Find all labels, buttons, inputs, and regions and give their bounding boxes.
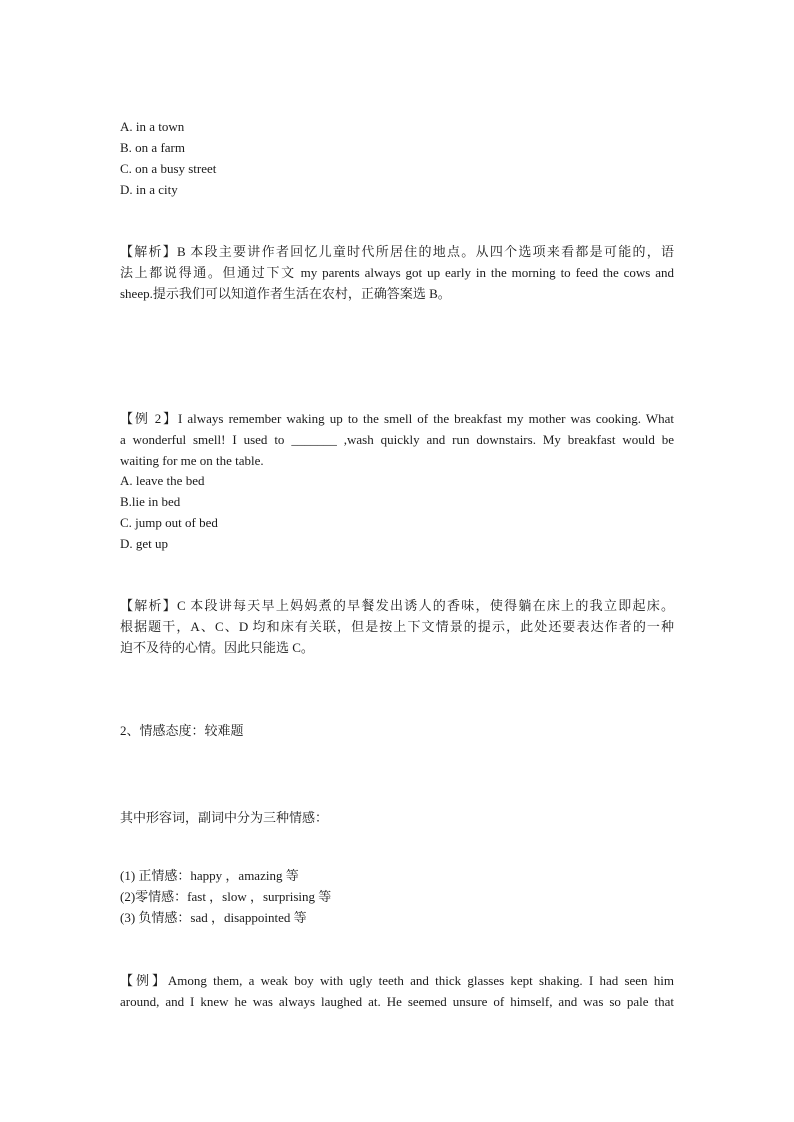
- q2-stem-line: waiting for me on the table.: [120, 453, 264, 468]
- q2-analysis-line: 根据题干，A、C、D 均和床有关联，但是按上下文情景的提示，此处还要表达作者的一种: [120, 619, 674, 634]
- q2-stem-line: a wonderful smell! I used to _______ ,wash quickly and run downstairs. My breakfast would be: [120, 432, 674, 447]
- q2-option-d: D. get up: [120, 536, 169, 551]
- q2-analysis-line: 【解析】C 本段讲每天早上妈妈煮的早餐发出诱人的香味，使得躺在床上的我立即起床。: [120, 598, 674, 613]
- q2-option-b: B.lie in bed: [120, 494, 181, 509]
- q1-analysis-line: sheep.提示我们可以知道作者生活在农村，正确答案选 B。: [120, 286, 451, 301]
- q2-stem-line: 【例 2】I always remember waking up to the smell of the breakfast my mother was cooking. What: [120, 411, 674, 426]
- emotion-item-neutral: (2)零情感：fast ，slow ，surprising 等: [120, 889, 332, 904]
- section-heading: 2、情感态度：较难题: [120, 723, 244, 738]
- q2-option-c: C. jump out of bed: [120, 515, 218, 530]
- q1-analysis-line: 【解析】B 本段主要讲作者回忆儿童时代所居住的地点。从四个选项来看都是可能的，语: [120, 244, 674, 259]
- q1-option-c: C. on a busy street: [120, 161, 217, 176]
- emotion-item-positive: (1) 正情感：happy ，amazing 等: [120, 868, 299, 883]
- q3-stem-line: 【例】Among them, a weak boy with ugly teeth and thick glasses kept shaking. I had seen him: [120, 973, 674, 988]
- q2-option-a: A. leave the bed: [120, 473, 205, 488]
- q1-option-b: B. on a farm: [120, 140, 185, 155]
- emotion-item-negative: (3) 负情感：sad ，disappointed 等: [120, 910, 307, 925]
- q3-stem-line: around, and I knew he was always laughed at. He seemed unsure of himself, and was so pale that: [120, 994, 674, 1009]
- q1-option-a: A. in a town: [120, 119, 185, 134]
- section-intro: 其中形容词，副词中分为三种情感：: [120, 810, 329, 825]
- q1-option-d: D. in a city: [120, 182, 178, 197]
- q1-analysis-line: 法上都说得通。但通过下文 my parents always got up early in the morning to feed the cows and: [120, 265, 674, 280]
- q2-analysis-line: 迫不及待的心情。因此只能选 C。: [120, 640, 314, 655]
